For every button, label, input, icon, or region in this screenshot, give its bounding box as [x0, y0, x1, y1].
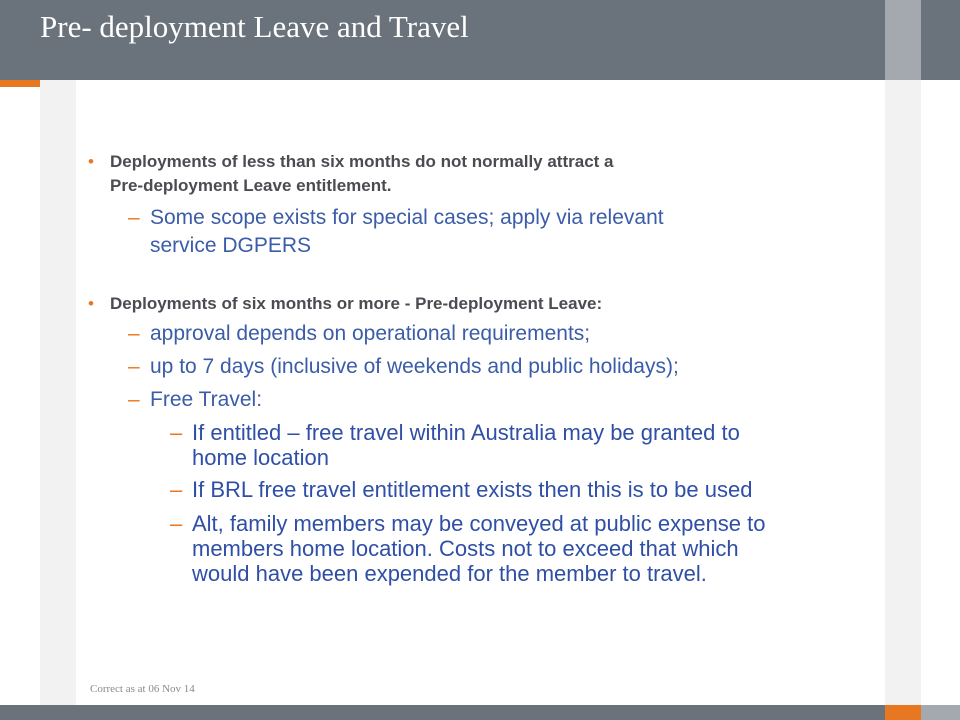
- dash-marker: –: [128, 322, 140, 345]
- bullet-text: Deployments of less than six months do not normally attract a: [110, 152, 614, 171]
- sub-item-text: approval depends on operational requirements;: [150, 322, 591, 345]
- sub-sub-item-text: would have been expended for the member to travel.: [192, 561, 707, 586]
- bullet-text: Deployments of six months or more - Pre-deployment Leave:: [110, 294, 603, 313]
- dash-marker: –: [170, 511, 183, 536]
- sub-sub-item-text: If entitled – free travel within Australia may be granted to: [192, 420, 740, 445]
- bullet-marker: •: [88, 294, 94, 313]
- dash-marker: –: [128, 388, 140, 411]
- sub-sub-item-text: Alt, family members may be conveyed at public expense to: [192, 511, 766, 536]
- sub-sub-item-text: If BRL free travel entitlement exists then this is to be used: [192, 477, 753, 502]
- footer-date-note: Correct as at 06 Nov 14: [90, 683, 195, 695]
- sub-sub-item-text: home location: [192, 445, 329, 470]
- bullet-text: Pre-deployment Leave entitlement.: [110, 176, 392, 195]
- slide-title: Pre- deployment Leave and Travel: [40, 9, 469, 44]
- dash-marker: –: [170, 420, 183, 445]
- dash-marker: –: [170, 477, 183, 502]
- sub-item-text: Free Travel:: [150, 388, 263, 411]
- dash-marker: –: [128, 355, 140, 378]
- dash-marker: –: [128, 206, 140, 229]
- sub-item-text: service DGPERS: [150, 234, 312, 257]
- sub-sub-item-text: members home location. Costs not to exceed that which: [192, 536, 739, 561]
- bullet-marker: •: [88, 152, 94, 171]
- sub-item-text: Some scope exists for special cases; apply via relevant: [150, 206, 664, 229]
- sub-item-text: up to 7 days (inclusive of weekends and public holidays);: [150, 355, 679, 378]
